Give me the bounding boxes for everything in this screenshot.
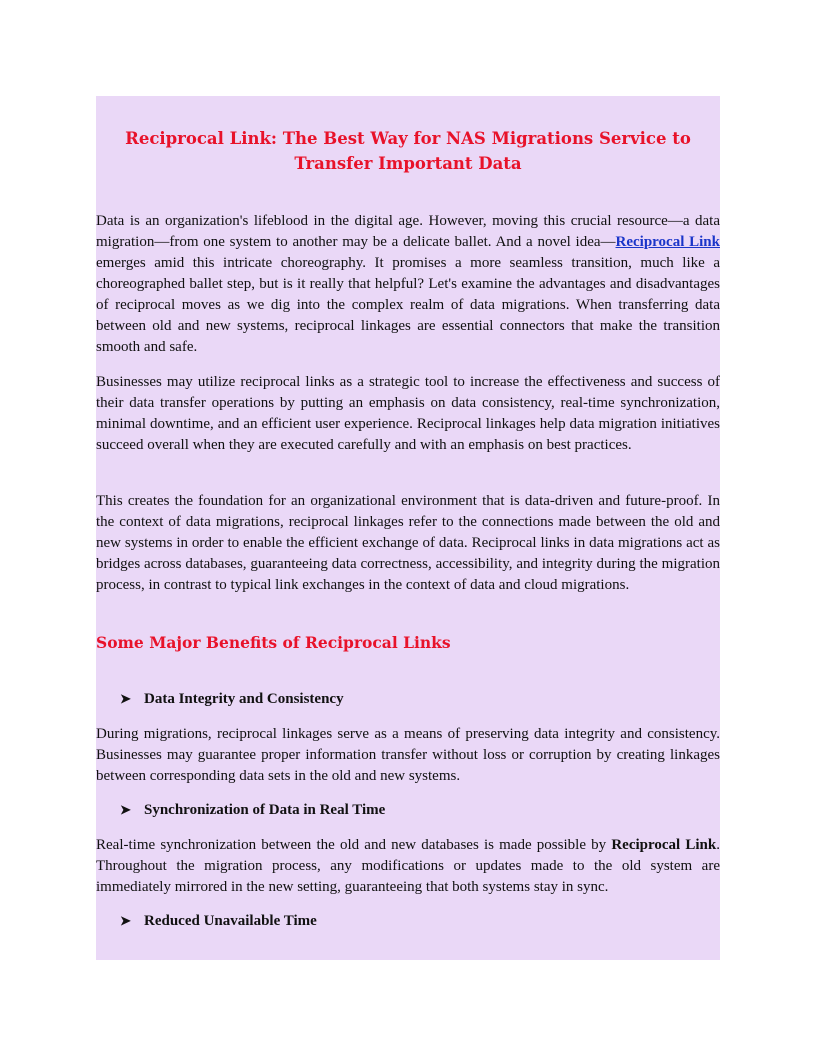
benefit-1-text: During migrations, reciprocal linkages serve as a means of preserving data integrity and consistency. Businesses may guarantee proper information transfer without loss or corruption by creating linkages between corresponding data sets in the old and new systems. — [96, 726, 720, 784]
intro-paragraph — [96, 211, 720, 358]
reciprocal-link[interactable]: Reciprocal Link — [615, 234, 720, 250]
arrow-bullet-icon: ➤ — [120, 913, 131, 928]
bullet-title: Synchronization of Data in Real Time — [144, 802, 386, 818]
benefit-2-text-after: . Throughout the migration process, any modifications or updates made to the old system are immediately mirrored in the new setting, guaranteeing that both systems stay in sync. — [96, 837, 720, 895]
arrow-bullet-icon: ➤ — [120, 691, 131, 706]
paragraph-3: This creates the foundation for an organizational environment that is data-driven and future-proof. In the context of data migrations, reciprocal linkages refer to the connections made between the old and new systems in order to enable the efficient exchange of data. Reciprocal links in data migrations act as bridges across databases, guaranteeing data correctness, accessibility, and integrity during the migration process, in contrast to typical link exchanges in the context of data and cloud migrations. — [96, 493, 720, 593]
benefit-2-text — [96, 835, 720, 898]
intro-text-after-link: emerges amid this intricate choreography. It promises a more seamless transition, much like a choreographed ballet step, but is it really that helpful? Let's examine the advantages and disadvantages of reciprocal moves as we dig into the complex realm of data migrations. When transferring data between old and new systems, reciprocal linkages are essential connectors that make the transition smooth and safe. — [96, 255, 720, 355]
benefit-2-text-before: Real-time synchronization between the old and new databases is made possible by — [96, 837, 612, 853]
bullet-title: Data Integrity and Consistency — [144, 691, 344, 707]
bullet-reduced-downtime — [120, 911, 317, 931]
benefit-2-bold-term: Reciprocal Link — [611, 837, 717, 853]
paragraph-2: Businesses may utilize reciprocal links as a strategic tool to increase the effectiveness and success of their data transfer operations by putting an emphasis on data consistency, real-time synchronization, minimal downtime, and an efficient user experience. Reciprocal linkages help data migration initiatives succeed overall when they are executed carefully and with an emphasis on best practices. — [96, 374, 720, 453]
intro-text-before-link: Data is an organization's lifeblood in the digital age. However, moving this crucial resource—a data migration—from one system to another may be a delicate ballet. And a novel idea— — [96, 213, 720, 250]
document-title: Reciprocal Link: The Best Way for NAS Migrations Service to Transfer Important Data — [125, 129, 691, 173]
benefits-heading: Some Major Benefits of Reciprocal Links — [96, 633, 451, 652]
arrow-bullet-icon: ➤ — [120, 802, 131, 817]
bullet-data-integrity — [120, 689, 344, 709]
bullet-real-time-sync — [120, 800, 385, 820]
bullet-title: Reduced Unavailable Time — [144, 913, 317, 929]
document-page — [96, 96, 720, 960]
